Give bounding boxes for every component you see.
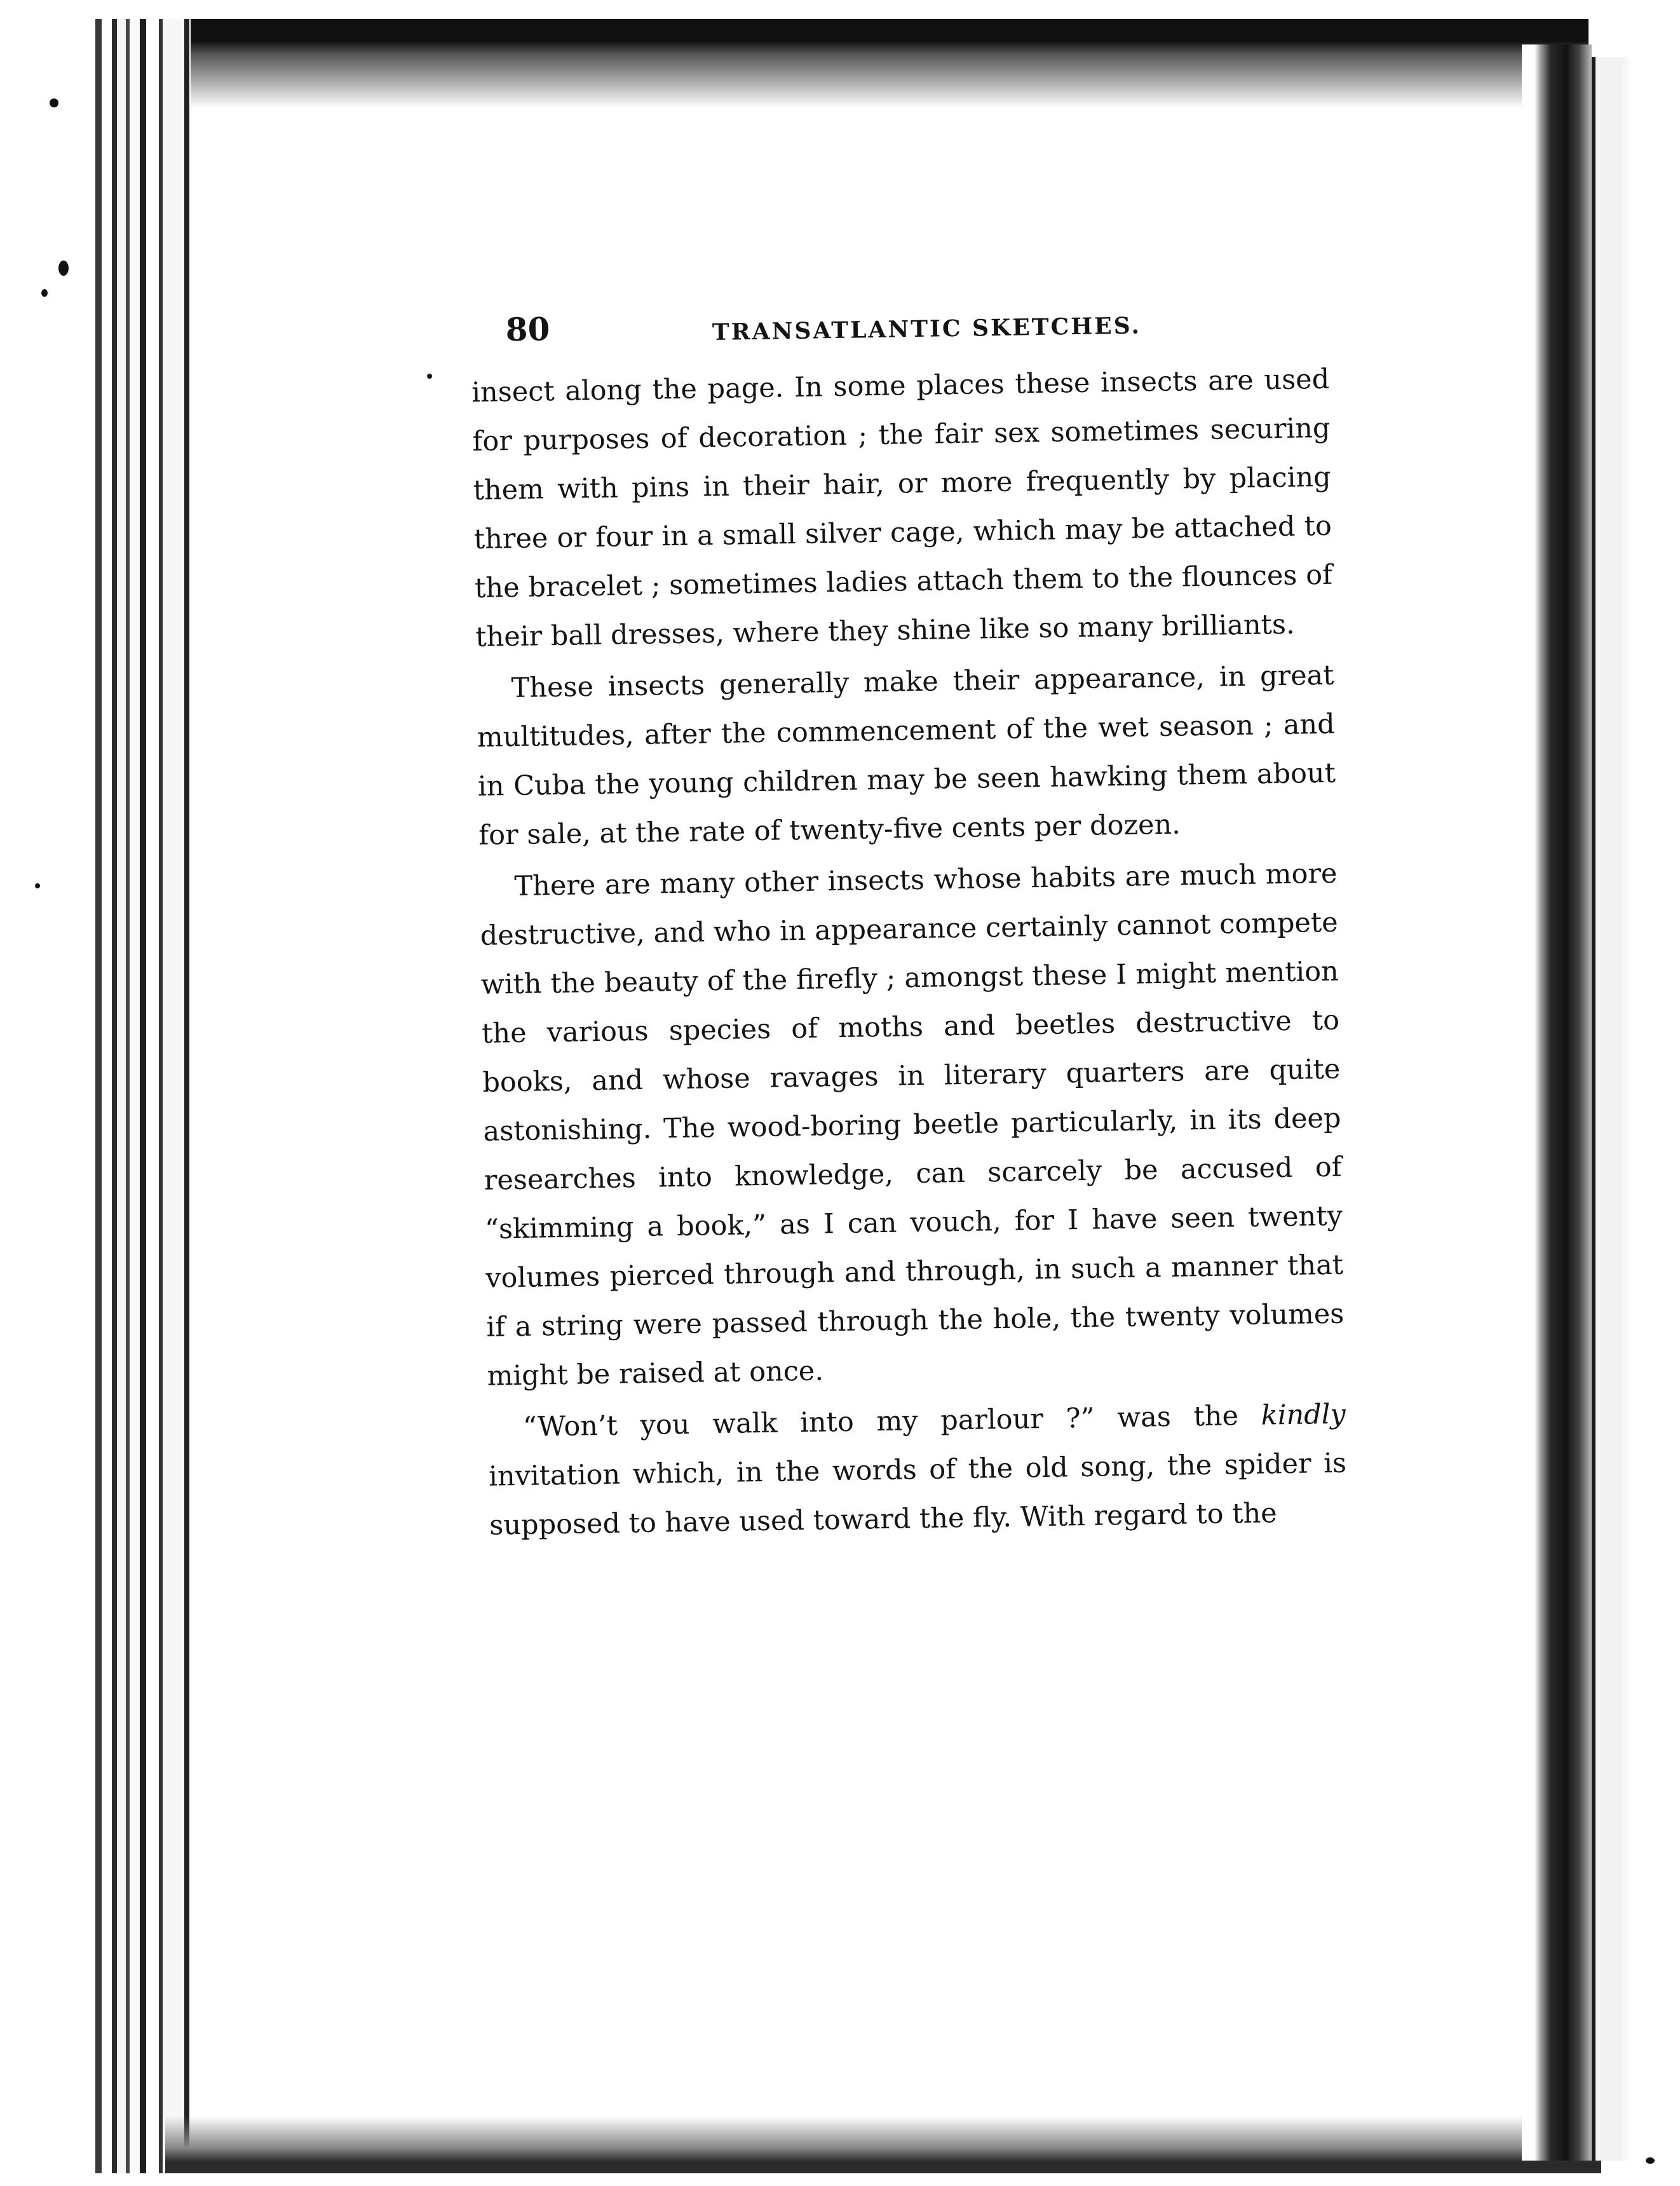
paragraph-4-lead: “Won’t you walk into my parlour ?” was the [522,1399,1262,1443]
scan-speck [427,374,432,379]
book-gutter [1522,44,1592,2161]
paragraph-4-rest: invitation which, in the words of the old song, the spider is supposed to have used toward the fly. With regard to the [488,1447,1347,1542]
paragraph-1: insect along the page. In some places these insects are used for purposes of decoration ; the fair sex sometimes securing them with pins in their hair, or more frequently by placing three or four in a small silver cage, which may be attached to the bracelet ; sometimes ladies attach them to the flounces of their ball dresses, where they shine like so many brilliants. [471,363,1333,653]
scan-speck [58,261,69,276]
page-header [470,285,1329,369]
emphasized-word: kindly [1261,1398,1346,1432]
bottom-edge-shadow [165,2116,1601,2173]
paragraph-2: These insects generally make their appearance, in great multitudes, after the commencement of the wet season ; and in Cuba the young children may be seen hawking them about for sale, at the rate of twenty-five cents per dozen. [477,659,1336,852]
page-number: 80 [505,310,550,349]
top-edge-shadow [191,19,1589,108]
paragraph-4 [487,1390,1347,1551]
running-head: TRANSATLANTIC SKETCHES. [712,312,1142,346]
scan-speck [35,883,40,888]
scan-speck [41,289,48,297]
book-page-edges [95,19,241,2173]
scan-speck [50,98,58,107]
scan-speck [1646,2157,1655,2164]
paragraph-3: There are many other insects whose habits are much more destructive, and who in appearance certainly cannot compete with the beauty of the firefly ; amongst these I might mention the various species of moths and beetles destructive to books, and whose ravages in literary quarters are quite astonishing. The wood-boring beetle particularly, in its deep researches into knowledge, can scarcely be accused of “skimming a book,” as I can vouch, for I have seen twenty volumes pierced through and through, in such a manner that if a string were passed through the hole, the twenty volumes might be raised at once. [480,857,1345,1392]
page-text-block [470,285,1348,1553]
adjacent-page-edge [1592,57,1680,2161]
